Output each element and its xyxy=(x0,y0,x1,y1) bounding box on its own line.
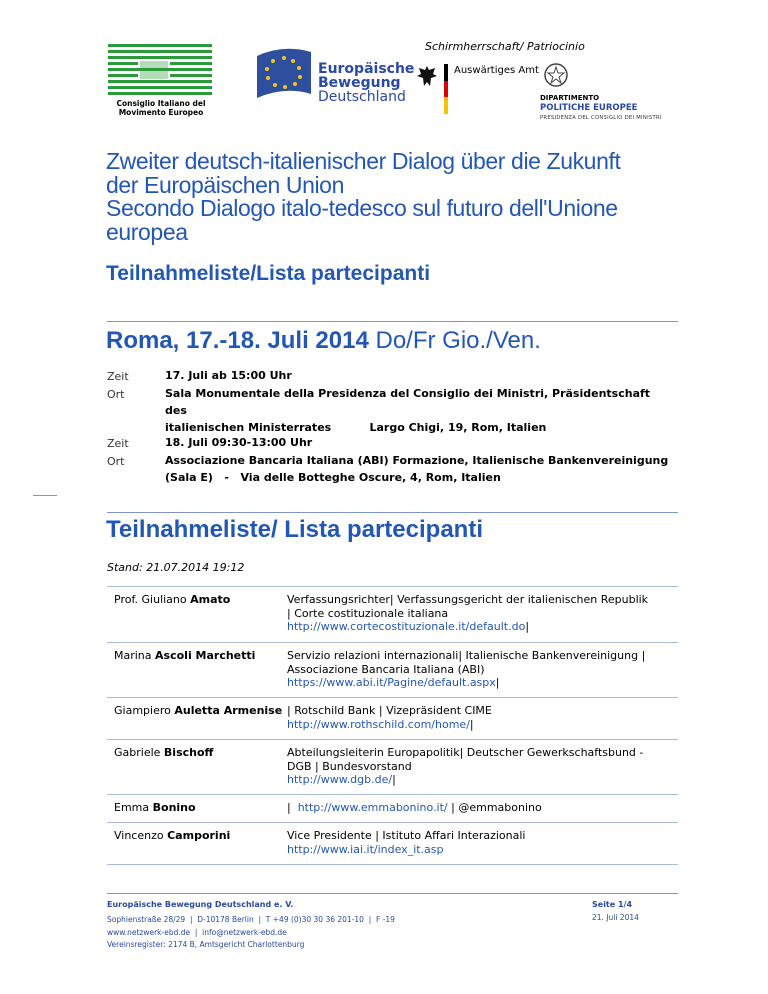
divider xyxy=(107,512,678,513)
table-row xyxy=(107,739,678,794)
participant-link[interactable]: http://www.emmabonino.it/ xyxy=(297,801,448,814)
footer-org: Europäische Bewegung Deutschland e. V. xyxy=(107,900,294,909)
footer-date: 21. Juli 2014 xyxy=(592,913,639,922)
ebd-wordmark: Europäische Bewegung Deutschland xyxy=(318,61,415,105)
page-number: Seite 1/4 xyxy=(592,900,633,909)
participant-desc: Verfassungsrichter| Verfassungsgericht der italienischen Republik | Corte costituzionale italiana http://www.cortecostituzionale.it/default.do| xyxy=(287,593,649,633)
session-time: 17. Juli ab 15:00 Uhr xyxy=(165,369,292,382)
participant-name: Prof. Giuliano Amato xyxy=(114,593,231,606)
eagle-icon xyxy=(416,64,438,88)
participant-link[interactable]: http://www.dgb.de/ xyxy=(287,773,393,786)
table-row xyxy=(107,822,678,865)
stand-date: Stand: 21.07.2014 19:12 xyxy=(107,561,245,574)
document-subtitle: Teilnahmeliste/Lista partecipanti xyxy=(106,262,431,285)
list-heading: Teilnahmeliste/ Lista partecipanti xyxy=(106,516,483,543)
participant-desc: Vice Presidente | Istituto Affari Interazionali http://www.iai.it/index_it.asp xyxy=(287,829,526,856)
participant-desc: Abteilungsleiterin Europapolitik| Deutscher Gewerkschaftsbund - DGB | Bundesvorstand http://www.dgb.de/| xyxy=(287,746,644,786)
auswaertiges-amt-label: Auswärtiges Amt xyxy=(454,65,539,76)
session-time: 18. Juli 09:30-13:00 Uhr xyxy=(165,436,313,449)
participant-name: Gabriele Bischoff xyxy=(114,746,214,759)
session-place: Sala Monumentale della Presidenza del Consiglio dei Ministri, Präsidentschaft des italienischen Ministerrates Largo Chigi, 19, Rom, Italien xyxy=(165,387,651,434)
document-title: Zweiter deutsch-italienischer Dialog über die Zukunft der Europäischen Union Secondo Dialogo italo-tedesco sul futuro dell'Unione europea xyxy=(106,148,621,245)
time-label: Zeit xyxy=(107,437,129,450)
table-row xyxy=(107,586,678,642)
participant-table xyxy=(107,586,678,865)
participant-link[interactable]: http://www.iai.it/index_it.asp xyxy=(287,842,444,856)
cime-logo xyxy=(108,44,212,98)
footer-contact: Sophienstraße 28/29 | D-10178 Berlin | T +49 (0)30 30 36 201-10 | F -19 www.netzwerk-ebd.de | info@netzwerk-ebd.de Vereinsregister: 2174 B, Amtsgericht Charlottenburg xyxy=(107,915,395,949)
participant-name: Vincenzo Camporini xyxy=(114,829,231,842)
table-row xyxy=(107,794,678,822)
session-place: Associazione Bancaria Italiana (ABI) Formazione, Italienische Bankenvereinigung (Sala E) - Via delle Botteghe Oscure, 4, Rom, Italien xyxy=(165,454,669,484)
participant-desc: | http://www.emmabonino.it/ | @emmabonino xyxy=(287,801,542,814)
patronage-label: Schirmherrschaft/ Patriocinio xyxy=(425,40,585,53)
dpe-line3: PRESIDENZA DEL CONSIGLIO DEI MINISTRI xyxy=(540,115,662,121)
german-flag-bar xyxy=(444,64,448,114)
dpe-line1: DIPARTIMENTO xyxy=(540,94,600,102)
divider xyxy=(107,321,678,322)
margin-mark xyxy=(33,495,57,496)
participant-link[interactable]: http://www.rothschild.com/home/ xyxy=(287,717,470,731)
participant-name: Marina Ascoli Marchetti xyxy=(114,649,256,662)
participant-link[interactable]: https://www.abi.it/Pagine/default.aspx xyxy=(287,676,496,689)
place-label: Ort xyxy=(107,388,125,401)
table-row xyxy=(107,642,678,697)
italian-emblem-icon xyxy=(543,62,569,88)
footer-divider xyxy=(107,893,678,894)
participant-name: Giampiero Auletta Armenise xyxy=(114,704,283,717)
dpe-line2: POLITICHE EUROPEE xyxy=(540,103,638,113)
event-heading: Roma, 17.-18. Juli 2014 Do/Fr Gio./Ven. xyxy=(106,327,541,354)
participant-desc: | Rotschild Bank | Vizepräsident CIME http://www.rothschild.com/home/| xyxy=(287,704,492,731)
time-label: Zeit xyxy=(107,370,129,383)
cime-caption: Consiglio Italiano del Movimento Europeo xyxy=(116,99,206,117)
participant-desc: Servizio relazioni internazionali| Italienische Bankenvereinigung | Associazione Bancaria Italiana (ABI) https://www.abi.it/Pagine/default.aspx| xyxy=(287,649,646,689)
place-label: Ort xyxy=(107,455,125,468)
participant-name: Emma Bonino xyxy=(114,801,196,814)
table-row xyxy=(107,697,678,739)
participant-link[interactable]: http://www.cortecostituzionale.it/default.do xyxy=(287,620,526,633)
